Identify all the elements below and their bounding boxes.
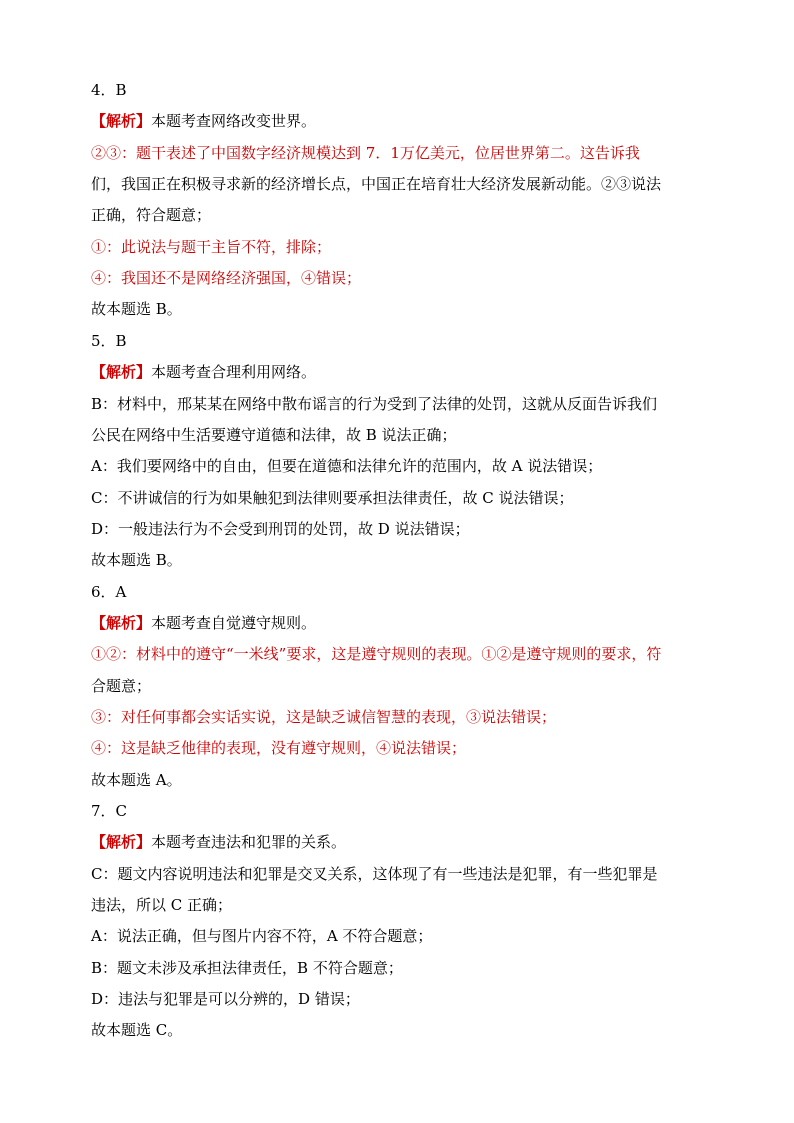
q4-analysis xyxy=(91,111,711,131)
q5-line-4: C：不讲诚信的行为如果触犯到法律则要承担法律责任，故 C 说法错误； xyxy=(91,489,574,507)
q7-conclusion: 故本题选 C。 xyxy=(91,1021,183,1039)
q4-conclusion: 故本题选 B。 xyxy=(91,300,182,318)
q7-line-3: A：说法正确，但与图片内容不符，A 不符合题意； xyxy=(91,927,433,945)
q4-answer: 4．B xyxy=(91,81,127,99)
q5-answer: 5．B xyxy=(91,332,127,350)
q6-line-2: 合题意； xyxy=(91,677,152,695)
q4-line-4: ①：此说法与题干主旨不符，排除； xyxy=(91,238,332,256)
q6-line-1: ①②：材料中的遵守“一米线”要求，这是遵守规则的表现。①②是遵守规则的要求，符 xyxy=(91,645,662,663)
q4-line-2: 们，我国正在积极寻求新的经济增长点，中国正在培育壮大经济发展新动能。②③说法 xyxy=(91,175,662,193)
q7-line-4: B：题文未涉及承担法律责任，B 不符合题意； xyxy=(91,959,403,977)
analysis-label: 【解析】 xyxy=(91,614,152,632)
q5-analysis xyxy=(91,362,711,382)
q6-answer: 6．A xyxy=(91,583,127,601)
q5-line-2: 公民在网络中生活要遵守道德和法律，故 B 说法正确； xyxy=(91,426,457,444)
q6-conclusion: 故本题选 A。 xyxy=(91,771,182,789)
q5-line-3: A：我们要网络中的自由，但要在道德和法律允许的范围内，故 A 说法错误； xyxy=(91,457,603,475)
q7-answer: 7．C xyxy=(91,802,128,820)
analysis-label: 【解析】 xyxy=(91,363,152,381)
analysis-label: 【解析】 xyxy=(91,112,152,130)
q5-line-5: D：一般违法行为不会受到刑罚的处罚，故 D 说法错误； xyxy=(91,520,470,538)
q4-line-5: ④：我国还不是网络经济强国，④错误； xyxy=(91,269,362,287)
q7-analysis xyxy=(91,832,711,852)
q4-line-3: 正确，符合题意； xyxy=(91,206,212,224)
analysis-text: 本题考查自觉遵守规则。 xyxy=(151,614,317,632)
q7-line-5: D：违法与犯罪是可以分辨的，D 错误； xyxy=(91,990,360,1008)
q6-line-4: ④：这是缺乏他律的表现，没有遵守规则，④说法错误； xyxy=(91,739,467,757)
q5-line-1: B：材料中，邢某某在网络中散布谣言的行为受到了法律的处罚，这就从反面告诉我们 xyxy=(91,395,658,413)
q4-line-1: ②③：题干表述了中国数字经济规模达到 7．1万亿美元，位居世界第二。这告诉我 xyxy=(91,144,640,162)
q6-line-3: ③：对任何事都会实话实说，这是缺乏诚信智慧的表现，③说法错误； xyxy=(91,708,557,726)
q6-analysis xyxy=(91,613,711,633)
analysis-text: 本题考查网络改变世界。 xyxy=(151,112,317,130)
analysis-label: 【解析】 xyxy=(91,833,152,851)
analysis-text: 本题考查合理利用网络。 xyxy=(151,363,317,381)
q7-line-2: 违法，所以 C 正确； xyxy=(91,896,233,914)
analysis-text: 本题考查违法和犯罪的关系。 xyxy=(151,833,347,851)
q5-conclusion: 故本题选 B。 xyxy=(91,551,182,569)
q7-line-1: C：题文内容说明违法和犯罪是交叉关系，这体现了有一些违法是犯罪，有一些犯罪是 xyxy=(91,865,658,883)
